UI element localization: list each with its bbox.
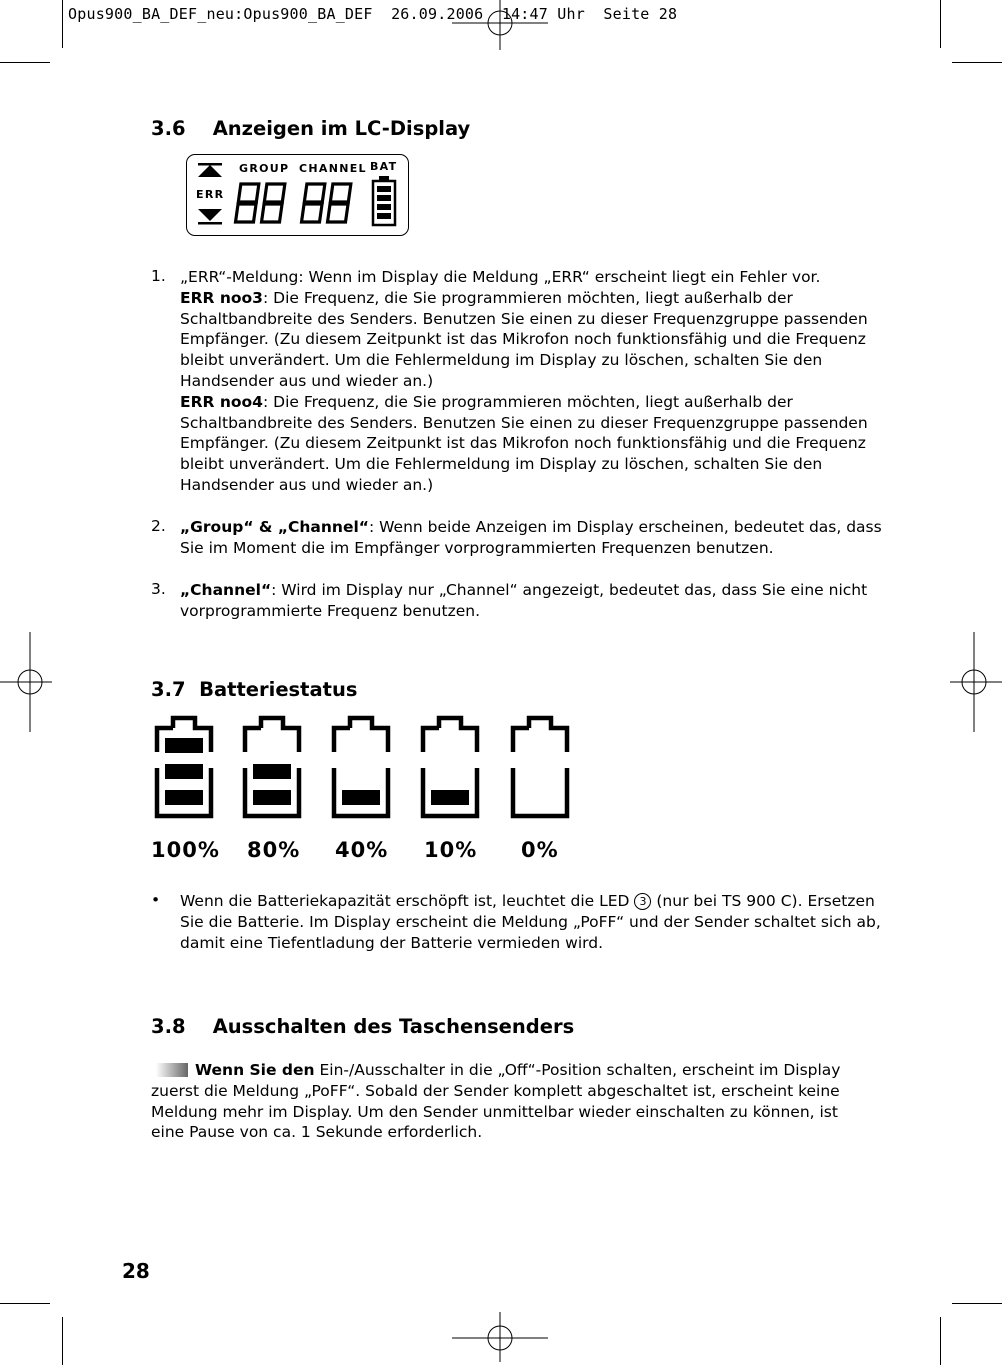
heading-title: Batteriestatus — [199, 678, 358, 701]
battery-status-icons — [150, 714, 580, 824]
battery-bar — [431, 790, 469, 805]
print-header: Opus900_BA_DEF_neu:Opus900_BA_DEF 26.09.2006 14:47 Uhr Seite 28 — [68, 5, 678, 23]
err-noo4-text: : Die Frequenz, die Sie programmieren möchten, liegt außerhalb der Schaltbandbreite des Senders. Benutzen Sie einen zu dieser Frequenzgruppe passenden Empfänger. (Zu diesem Zeitpunkt ist das Mikrofon noch funktionsfähig und die Frequenz bleibt unverändert. Um die Fehlermeldung im Display zu löschen, schalten Sie den Handsender aus und wieder an.) — [180, 392, 868, 494]
power-off-paragraph — [151, 1060, 871, 1143]
battery-bar — [165, 790, 203, 805]
item-number: 2. — [151, 517, 166, 535]
page-number: 28 — [122, 1259, 150, 1283]
led-3-icon: 3 — [634, 893, 651, 910]
err-noo4-label: ERR noo4 — [180, 392, 263, 411]
seven-segment-digits-icon — [233, 181, 363, 227]
battery-label-40: 40% — [335, 838, 389, 862]
battery-icon-0 — [513, 718, 567, 816]
up-arrow-icon — [197, 163, 223, 179]
lcd-display-illustration — [186, 154, 409, 236]
battery-note — [180, 891, 900, 953]
battery-label-10: 10% — [424, 838, 478, 862]
heading-3-6 — [151, 117, 470, 140]
battery-bar — [165, 764, 203, 779]
battery-note-part2: (nur bei TS 900 C). Ersetzen Sie die Batterie. Im Display erscheint die Meldung „PoFF“ und der Sender schaltet sich ab, damit eine Tiefentladung der Batterie vermieden wird. — [180, 892, 881, 952]
bullet: • — [151, 891, 161, 909]
heading-number: 3.7 — [151, 678, 186, 701]
item-err-message — [180, 267, 900, 496]
battery-icon-40 — [334, 718, 388, 816]
item-number: 3. — [151, 580, 166, 598]
channel-label: „Channel“ — [180, 581, 272, 599]
battery-bar — [253, 764, 291, 779]
heading-number: 3.6 — [151, 117, 186, 140]
heading-3-8 — [151, 1015, 574, 1038]
err-noo3-label: ERR noo3 — [180, 288, 263, 307]
battery-label-80: 80% — [247, 838, 301, 862]
battery-icon-100 — [157, 718, 211, 816]
battery-bar — [342, 790, 380, 805]
battery-note-part1: Wenn die Batteriekapazität erschöpft ist, leuchtet die LED — [180, 892, 630, 910]
lcd-battery-icon — [371, 175, 399, 227]
battery-label-100: 100% — [151, 838, 220, 862]
battery-bar — [165, 738, 203, 753]
item-group-channel — [180, 517, 900, 559]
battery-icon-10 — [423, 718, 477, 816]
battery-bar — [253, 790, 291, 805]
err-noo3-text: : Die Frequenz, die Sie programmieren möchten, liegt außerhalb der Schaltbandbreite des Senders. Benutzen Sie einen zu dieser Frequenzgruppe passenden Empfänger. (Zu diesem Zeitpunkt ist das Mikrofon noch funktionsfähig und die Frequenz bleibt unverändert. Um die Fehlermeldung im Display zu löschen, schalten Sie den Handsender aus und wieder an.) — [180, 288, 868, 390]
battery-label-0: 0% — [521, 838, 559, 862]
heading-title: Anzeigen im LC-Display — [212, 117, 471, 140]
power-off-text: Ein-/Ausschalter in die „Off“-Position schalten, erscheint im Display zuerst die Meldung „PoFF“. Sobald der Sender komplett abgeschaltet ist, erscheint keine Meldung mehr im Display. Um den Sender unmittelbar wieder einschalten zu können, ist eine Pause von ca. 1 Sekunde erforderlich. — [151, 1061, 841, 1142]
lcd-err-label: ERR — [196, 188, 225, 201]
err-intro: „ERR“-Meldung: Wenn im Display die Meldung „ERR“ erscheint liegt ein Fehler vor. — [180, 268, 821, 286]
item-channel — [180, 580, 900, 622]
group-channel-label: „Group“ & „Channel“ — [180, 518, 369, 536]
down-arrow-icon — [197, 207, 223, 225]
err-noo4 — [180, 392, 900, 496]
heading-3-7 — [151, 678, 357, 701]
lcd-channel-label: CHANNEL — [299, 162, 367, 175]
heading-title: Ausschalten des Taschensenders — [212, 1015, 575, 1038]
lcd-group-label: GROUP — [239, 162, 290, 175]
err-noo3 — [180, 288, 900, 392]
item-number: 1. — [151, 267, 166, 285]
group-channel-text: : Wenn beide Anzeigen im Display erscheinen, bedeutet das, dass Sie im Moment die im Empfänger vorprogrammierten Frequenzen benutzen. — [180, 518, 882, 557]
lcd-bat-label: BAT — [370, 160, 398, 173]
battery-icon-80 — [245, 718, 299, 816]
power-off-lead: Wenn Sie den — [195, 1061, 315, 1079]
channel-text: : Wird im Display nur „Channel“ angezeigt, bedeutet das, dass Sie eine nicht vorprogrammierte Frequenz benutzen. — [180, 581, 868, 620]
heading-number: 3.8 — [151, 1015, 186, 1038]
